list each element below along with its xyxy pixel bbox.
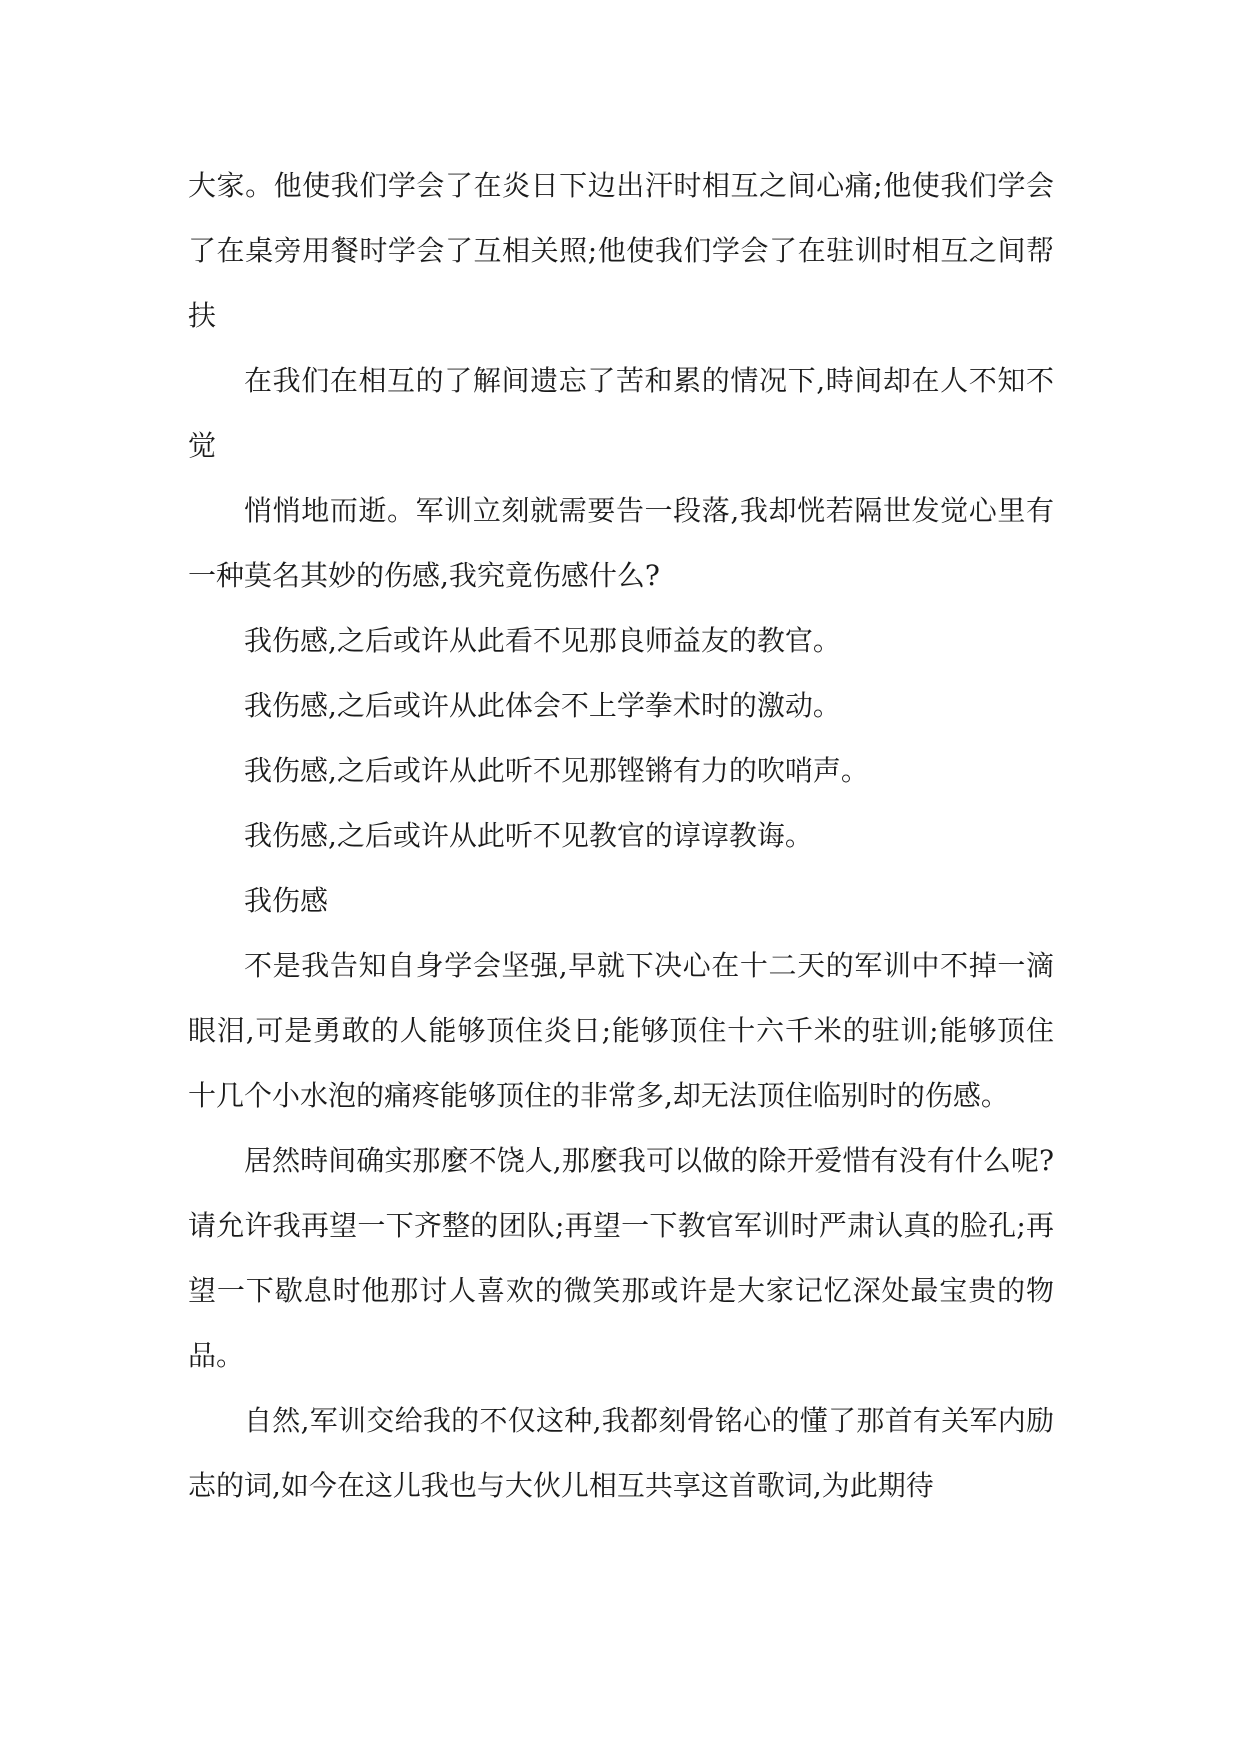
paragraph: 居然時间确实那麼不饶人,那麼我可以做的除开爱惜有没有什么呢?请允许我再望一下齐整的团队;再望一下教官军训时严肃认真的脸孔;再望一下歇息时他那讨人喜欢的微笑那或许是大家记忆深处最宝贵的物品。 xyxy=(188,1144,1054,1372)
paragraph: 在我们在相互的了解间遗忘了苦和累的情况下,時间却在人不知不觉 xyxy=(188,364,1054,462)
paragraph: 我伤感,之后或许从此听不见那铿锵有力的吹哨声。 xyxy=(244,754,869,787)
document-body xyxy=(188,153,1054,1518)
paragraph: 悄悄地而逝。军训立刻就需要告一段落,我却恍若隔世发觉心里有一种莫名其妙的伤感,我究竟伤感什么? xyxy=(188,494,1054,592)
paragraph: 我伤感,之后或许从此听不见教官的谆谆教诲。 xyxy=(244,819,813,852)
paragraph: 我伤感 xyxy=(244,884,329,917)
paragraph: 自然,军训交给我的不仅这种,我都刻骨铭心的懂了那首有关军内励志的词,如今在这儿我也与大伙儿相互共享这首歌词,为此期待 xyxy=(188,1404,1054,1502)
paragraph: 不是我告知自身学会坚强,早就下决心在十二天的军训中不掉一滴眼泪,可是勇敢的人能够顶住炎日;能够顶住十六千米的驻训;能够顶住十几个小水泡的痛疼能够顶住的非常多,却无法顶住临别时的伤感。 xyxy=(188,949,1054,1112)
paragraph: 我伤感,之后或许从此体会不上学拳术时的激动。 xyxy=(244,689,841,722)
paragraph: 我伤感,之后或许从此看不见那良师益友的教官。 xyxy=(244,624,841,657)
paragraph-continuation: 大家。他使我们学会了在炎日下边出汗时相互之间心痛;他使我们学会了在桌旁用餐时学会了互相关照;他使我们学会了在驻训时相互之间帮扶 xyxy=(188,169,1054,332)
